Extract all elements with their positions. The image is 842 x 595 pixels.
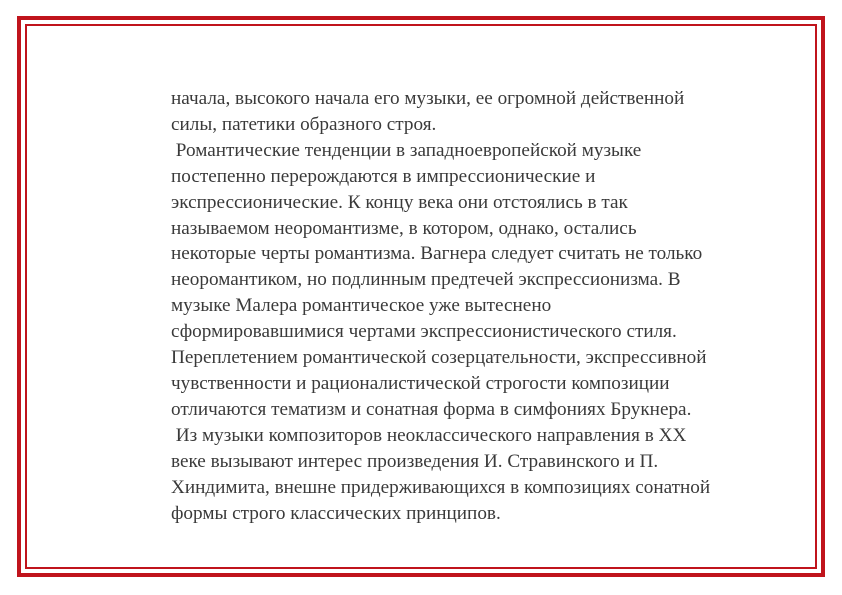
text-line: экспрессионические. К концу века они отстоялись в так [171,191,628,213]
text-line: неоромантиком, но подлинным предтечей экспрессионизма. В [171,269,681,291]
text-line: постепенно перерождаются в импрессионические и [171,165,596,187]
text-line: формы строго классических принципов. [171,502,501,524]
text-line: силы, патетики образного строя. [171,113,437,135]
text-line: Романтические тенденции в западноевропейской музыке [171,139,642,161]
text-line: начала, высокого начала его музыки, ее огромной действенной [171,88,685,109]
text-line: Из музыки композиторов неоклассического направления в XX [171,424,687,446]
text-line: веке вызывают интерес произведения И. Стравинского и П. [171,450,659,472]
text-line: некоторые черты романтизма. Вагнера следует считать не только [171,243,703,265]
text-line: сформировавшимися чертами экспрессионистического стиля. [171,321,677,343]
text-line: Хиндимита, внешне придерживающихся в композициях сонатной [171,476,711,498]
text-line: называемом неоромантизме, в котором, однако, остались [171,217,637,239]
text-line: чувственности и рационалистической строгости композиции [171,372,670,394]
text-line: отличаются тематизм и сонатная форма в симфониях Брукнера. [171,398,692,420]
text-line: музыке Малера романтическое уже вытеснено [171,295,552,317]
text-line: Переплетением романтической созерцательности, экспрессивной [171,347,707,369]
body-text [171,86,791,526]
